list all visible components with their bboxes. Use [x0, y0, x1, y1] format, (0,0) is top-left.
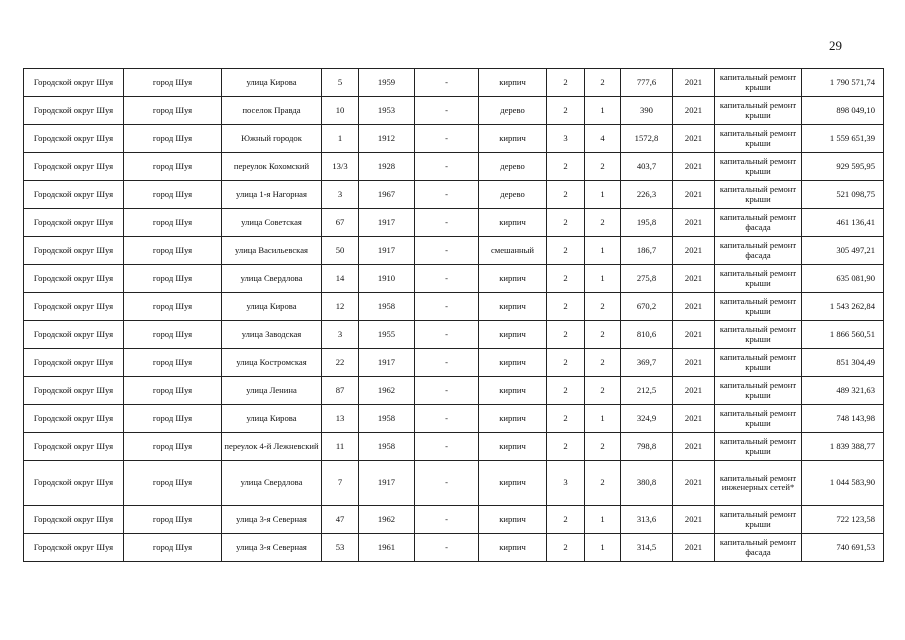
table-row — [24, 534, 884, 562]
district-cell: Городской округ Шуя — [24, 153, 124, 181]
dash-cell: - — [415, 405, 479, 433]
area-cell: 1572,8 — [621, 125, 673, 153]
wall-material-cell: кирпич — [479, 293, 547, 321]
year-built-cell: 1959 — [359, 69, 415, 97]
district-cell: Городской округ Шуя — [24, 265, 124, 293]
district-cell: Городской округ Шуя — [24, 349, 124, 377]
cost-cell: 851 304,49 — [802, 349, 884, 377]
street-cell: поселок Правда — [222, 97, 322, 125]
year-built-cell: 1917 — [359, 461, 415, 506]
table-row — [24, 433, 884, 461]
city-cell: город Шуя — [124, 534, 222, 562]
floors-cell: 2 — [547, 534, 585, 562]
cost-cell: 305 497,21 — [802, 237, 884, 265]
entrances-cell: 1 — [585, 405, 621, 433]
table-row — [24, 293, 884, 321]
repair-year-cell: 2021 — [673, 433, 715, 461]
entrances-cell: 1 — [585, 97, 621, 125]
cost-cell: 1 559 651,39 — [802, 125, 884, 153]
district-cell: Городской округ Шуя — [24, 377, 124, 405]
cost-cell: 489 321,63 — [802, 377, 884, 405]
year-built-cell: 1917 — [359, 349, 415, 377]
page-number: 29 — [829, 38, 842, 53]
wall-material-cell: кирпич — [479, 534, 547, 562]
area-cell: 380,8 — [621, 461, 673, 506]
street-cell: Южный городок — [222, 125, 322, 153]
floors-cell: 2 — [547, 349, 585, 377]
house-number-cell: 53 — [322, 534, 359, 562]
repair-year-cell: 2021 — [673, 69, 715, 97]
dash-cell: - — [415, 461, 479, 506]
table-row — [24, 69, 884, 97]
floors-cell: 2 — [547, 153, 585, 181]
entrances-cell: 1 — [585, 181, 621, 209]
area-cell: 798,8 — [621, 433, 673, 461]
repair-year-cell: 2021 — [673, 461, 715, 506]
house-number-cell: 67 — [322, 209, 359, 237]
city-cell: город Шуя — [124, 237, 222, 265]
house-number-cell: 3 — [322, 181, 359, 209]
floors-cell: 2 — [547, 293, 585, 321]
floors-cell: 2 — [547, 506, 585, 534]
work-type-cell: капитальный ремонт фасада — [715, 534, 802, 562]
city-cell: город Шуя — [124, 265, 222, 293]
city-cell: город Шуя — [124, 97, 222, 125]
house-number-cell: 1 — [322, 125, 359, 153]
street-cell: улица 3-я Северная — [222, 506, 322, 534]
wall-material-cell: кирпич — [479, 506, 547, 534]
district-cell: Городской округ Шуя — [24, 534, 124, 562]
floors-cell: 2 — [547, 265, 585, 293]
table-row — [24, 405, 884, 433]
work-type-cell: капитальный ремонт крыши — [715, 153, 802, 181]
house-number-cell: 14 — [322, 265, 359, 293]
floors-cell: 3 — [547, 461, 585, 506]
area-cell: 390 — [621, 97, 673, 125]
street-cell: улица 3-я Северная — [222, 534, 322, 562]
area-cell: 186,7 — [621, 237, 673, 265]
dash-cell: - — [415, 209, 479, 237]
district-cell: Городской округ Шуя — [24, 181, 124, 209]
district-cell: Городской округ Шуя — [24, 125, 124, 153]
wall-material-cell: кирпич — [479, 461, 547, 506]
city-cell: город Шуя — [124, 349, 222, 377]
year-built-cell: 1962 — [359, 506, 415, 534]
house-number-cell: 87 — [322, 377, 359, 405]
cost-cell: 1 839 388,77 — [802, 433, 884, 461]
floors-cell: 2 — [547, 181, 585, 209]
house-number-cell: 5 — [322, 69, 359, 97]
repair-year-cell: 2021 — [673, 209, 715, 237]
city-cell: город Шуя — [124, 153, 222, 181]
floors-cell: 2 — [547, 209, 585, 237]
year-built-cell: 1958 — [359, 433, 415, 461]
wall-material-cell: кирпич — [479, 265, 547, 293]
house-number-cell: 7 — [322, 461, 359, 506]
street-cell: улица Заводская — [222, 321, 322, 349]
area-cell: 275,8 — [621, 265, 673, 293]
dash-cell: - — [415, 69, 479, 97]
work-type-cell: капитальный ремонт фасада — [715, 209, 802, 237]
wall-material-cell: кирпич — [479, 125, 547, 153]
housing-repair-table — [23, 68, 884, 562]
work-type-cell: капитальный ремонт крыши — [715, 97, 802, 125]
street-cell: улица Кирова — [222, 405, 322, 433]
table-row — [24, 377, 884, 405]
year-built-cell: 1910 — [359, 265, 415, 293]
work-type-cell: капитальный ремонт инженерных сетей* — [715, 461, 802, 506]
dash-cell: - — [415, 349, 479, 377]
wall-material-cell: смешанный — [479, 237, 547, 265]
year-built-cell: 1961 — [359, 534, 415, 562]
area-cell: 313,6 — [621, 506, 673, 534]
area-cell: 670,2 — [621, 293, 673, 321]
street-cell: улица Кирова — [222, 69, 322, 97]
street-cell: улица Васильевская — [222, 237, 322, 265]
work-type-cell: капитальный ремонт крыши — [715, 125, 802, 153]
year-built-cell: 1912 — [359, 125, 415, 153]
work-type-cell: капитальный ремонт крыши — [715, 293, 802, 321]
wall-material-cell: кирпич — [479, 377, 547, 405]
area-cell: 777,6 — [621, 69, 673, 97]
work-type-cell: капитальный ремонт крыши — [715, 433, 802, 461]
repair-year-cell: 2021 — [673, 349, 715, 377]
wall-material-cell: кирпич — [479, 321, 547, 349]
area-cell: 195,8 — [621, 209, 673, 237]
entrances-cell: 1 — [585, 506, 621, 534]
area-cell: 369,7 — [621, 349, 673, 377]
wall-material-cell: дерево — [479, 153, 547, 181]
cost-cell: 722 123,58 — [802, 506, 884, 534]
work-type-cell: капитальный ремонт крыши — [715, 321, 802, 349]
work-type-cell: капитальный ремонт крыши — [715, 69, 802, 97]
wall-material-cell: кирпич — [479, 209, 547, 237]
floors-cell: 3 — [547, 125, 585, 153]
city-cell: город Шуя — [124, 181, 222, 209]
street-cell: улица Кирова — [222, 293, 322, 321]
dash-cell: - — [415, 97, 479, 125]
entrances-cell: 4 — [585, 125, 621, 153]
district-cell: Городской округ Шуя — [24, 405, 124, 433]
table-row — [24, 125, 884, 153]
area-cell: 810,6 — [621, 321, 673, 349]
area-cell: 226,3 — [621, 181, 673, 209]
street-cell: улица 1-я Нагорная — [222, 181, 322, 209]
dash-cell: - — [415, 377, 479, 405]
city-cell: город Шуя — [124, 506, 222, 534]
work-type-cell: капитальный ремонт крыши — [715, 265, 802, 293]
dash-cell: - — [415, 321, 479, 349]
entrances-cell: 2 — [585, 209, 621, 237]
city-cell: город Шуя — [124, 125, 222, 153]
repair-year-cell: 2021 — [673, 97, 715, 125]
floors-cell: 2 — [547, 405, 585, 433]
repair-year-cell: 2021 — [673, 125, 715, 153]
dash-cell: - — [415, 433, 479, 461]
dash-cell: - — [415, 237, 479, 265]
city-cell: город Шуя — [124, 461, 222, 506]
year-built-cell: 1953 — [359, 97, 415, 125]
street-cell: улица Костромская — [222, 349, 322, 377]
entrances-cell: 1 — [585, 237, 621, 265]
district-cell: Городской округ Шуя — [24, 321, 124, 349]
cost-cell: 929 595,95 — [802, 153, 884, 181]
street-cell: переулок 4-й Лежневский — [222, 433, 322, 461]
year-built-cell: 1958 — [359, 293, 415, 321]
dash-cell: - — [415, 506, 479, 534]
cost-cell: 521 098,75 — [802, 181, 884, 209]
work-type-cell: капитальный ремонт крыши — [715, 349, 802, 377]
year-built-cell: 1928 — [359, 153, 415, 181]
city-cell: город Шуя — [124, 377, 222, 405]
cost-cell: 1 790 571,74 — [802, 69, 884, 97]
work-type-cell: капитальный ремонт крыши — [715, 506, 802, 534]
dash-cell: - — [415, 153, 479, 181]
wall-material-cell: кирпич — [479, 433, 547, 461]
cost-cell: 1 543 262,84 — [802, 293, 884, 321]
work-type-cell: капитальный ремонт крыши — [715, 377, 802, 405]
cost-cell: 635 081,90 — [802, 265, 884, 293]
entrances-cell: 2 — [585, 153, 621, 181]
year-built-cell: 1917 — [359, 237, 415, 265]
house-number-cell: 3 — [322, 321, 359, 349]
entrances-cell: 2 — [585, 293, 621, 321]
table-row — [24, 237, 884, 265]
area-cell: 403,7 — [621, 153, 673, 181]
repair-year-cell: 2021 — [673, 405, 715, 433]
house-number-cell: 50 — [322, 237, 359, 265]
house-number-cell: 47 — [322, 506, 359, 534]
city-cell: город Шуя — [124, 433, 222, 461]
district-cell: Городской округ Шуя — [24, 461, 124, 506]
dash-cell: - — [415, 534, 479, 562]
house-number-cell: 10 — [322, 97, 359, 125]
area-cell: 212,5 — [621, 377, 673, 405]
table-row — [24, 209, 884, 237]
city-cell: город Шуя — [124, 209, 222, 237]
city-cell: город Шуя — [124, 69, 222, 97]
street-cell: улица Советская — [222, 209, 322, 237]
house-number-cell: 13/3 — [322, 153, 359, 181]
repair-year-cell: 2021 — [673, 265, 715, 293]
repair-year-cell: 2021 — [673, 237, 715, 265]
table-row — [24, 265, 884, 293]
wall-material-cell: кирпич — [479, 405, 547, 433]
repair-year-cell: 2021 — [673, 153, 715, 181]
work-type-cell: капитальный ремонт крыши — [715, 181, 802, 209]
entrances-cell: 1 — [585, 534, 621, 562]
repair-year-cell: 2021 — [673, 534, 715, 562]
repair-year-cell: 2021 — [673, 377, 715, 405]
table-row — [24, 181, 884, 209]
city-cell: город Шуя — [124, 405, 222, 433]
house-number-cell: 11 — [322, 433, 359, 461]
entrances-cell: 2 — [585, 377, 621, 405]
district-cell: Городской округ Шуя — [24, 293, 124, 321]
table-row — [24, 153, 884, 181]
repair-year-cell: 2021 — [673, 293, 715, 321]
table-row — [24, 349, 884, 377]
dash-cell: - — [415, 265, 479, 293]
work-type-cell: капитальный ремонт фасада — [715, 237, 802, 265]
house-number-cell: 22 — [322, 349, 359, 377]
house-number-cell: 12 — [322, 293, 359, 321]
table-row — [24, 506, 884, 534]
district-cell: Городской округ Шуя — [24, 69, 124, 97]
dash-cell: - — [415, 293, 479, 321]
wall-material-cell: кирпич — [479, 349, 547, 377]
entrances-cell: 2 — [585, 349, 621, 377]
table-row — [24, 97, 884, 125]
district-cell: Городской округ Шуя — [24, 237, 124, 265]
cost-cell: 1 044 583,90 — [802, 461, 884, 506]
repair-year-cell: 2021 — [673, 321, 715, 349]
cost-cell: 1 866 560,51 — [802, 321, 884, 349]
wall-material-cell: дерево — [479, 181, 547, 209]
district-cell: Городской округ Шуя — [24, 97, 124, 125]
dash-cell: - — [415, 181, 479, 209]
district-cell: Городской округ Шуя — [24, 209, 124, 237]
table-row — [24, 321, 884, 349]
entrances-cell: 2 — [585, 433, 621, 461]
city-cell: город Шуя — [124, 321, 222, 349]
repair-year-cell: 2021 — [673, 506, 715, 534]
table-row — [24, 461, 884, 506]
area-cell: 314,5 — [621, 534, 673, 562]
street-cell: улица Ленина — [222, 377, 322, 405]
year-built-cell: 1967 — [359, 181, 415, 209]
street-cell: переулок Кохомский — [222, 153, 322, 181]
cost-cell: 748 143,98 — [802, 405, 884, 433]
year-built-cell: 1917 — [359, 209, 415, 237]
floors-cell: 2 — [547, 237, 585, 265]
street-cell: улица Свердлова — [222, 461, 322, 506]
cost-cell: 740 691,53 — [802, 534, 884, 562]
floors-cell: 2 — [547, 377, 585, 405]
wall-material-cell: кирпич — [479, 69, 547, 97]
year-built-cell: 1962 — [359, 377, 415, 405]
floors-cell: 2 — [547, 433, 585, 461]
entrances-cell: 2 — [585, 461, 621, 506]
dash-cell: - — [415, 125, 479, 153]
work-type-cell: капитальный ремонт крыши — [715, 405, 802, 433]
floors-cell: 2 — [547, 69, 585, 97]
area-cell: 324,9 — [621, 405, 673, 433]
entrances-cell: 2 — [585, 321, 621, 349]
entrances-cell: 2 — [585, 69, 621, 97]
entrances-cell: 1 — [585, 265, 621, 293]
repair-year-cell: 2021 — [673, 181, 715, 209]
floors-cell: 2 — [547, 321, 585, 349]
city-cell: город Шуя — [124, 293, 222, 321]
house-number-cell: 13 — [322, 405, 359, 433]
cost-cell: 461 136,41 — [802, 209, 884, 237]
year-built-cell: 1955 — [359, 321, 415, 349]
district-cell: Городской округ Шуя — [24, 506, 124, 534]
floors-cell: 2 — [547, 97, 585, 125]
year-built-cell: 1958 — [359, 405, 415, 433]
wall-material-cell: дерево — [479, 97, 547, 125]
street-cell: улица Свердлова — [222, 265, 322, 293]
district-cell: Городской округ Шуя — [24, 433, 124, 461]
cost-cell: 898 049,10 — [802, 97, 884, 125]
